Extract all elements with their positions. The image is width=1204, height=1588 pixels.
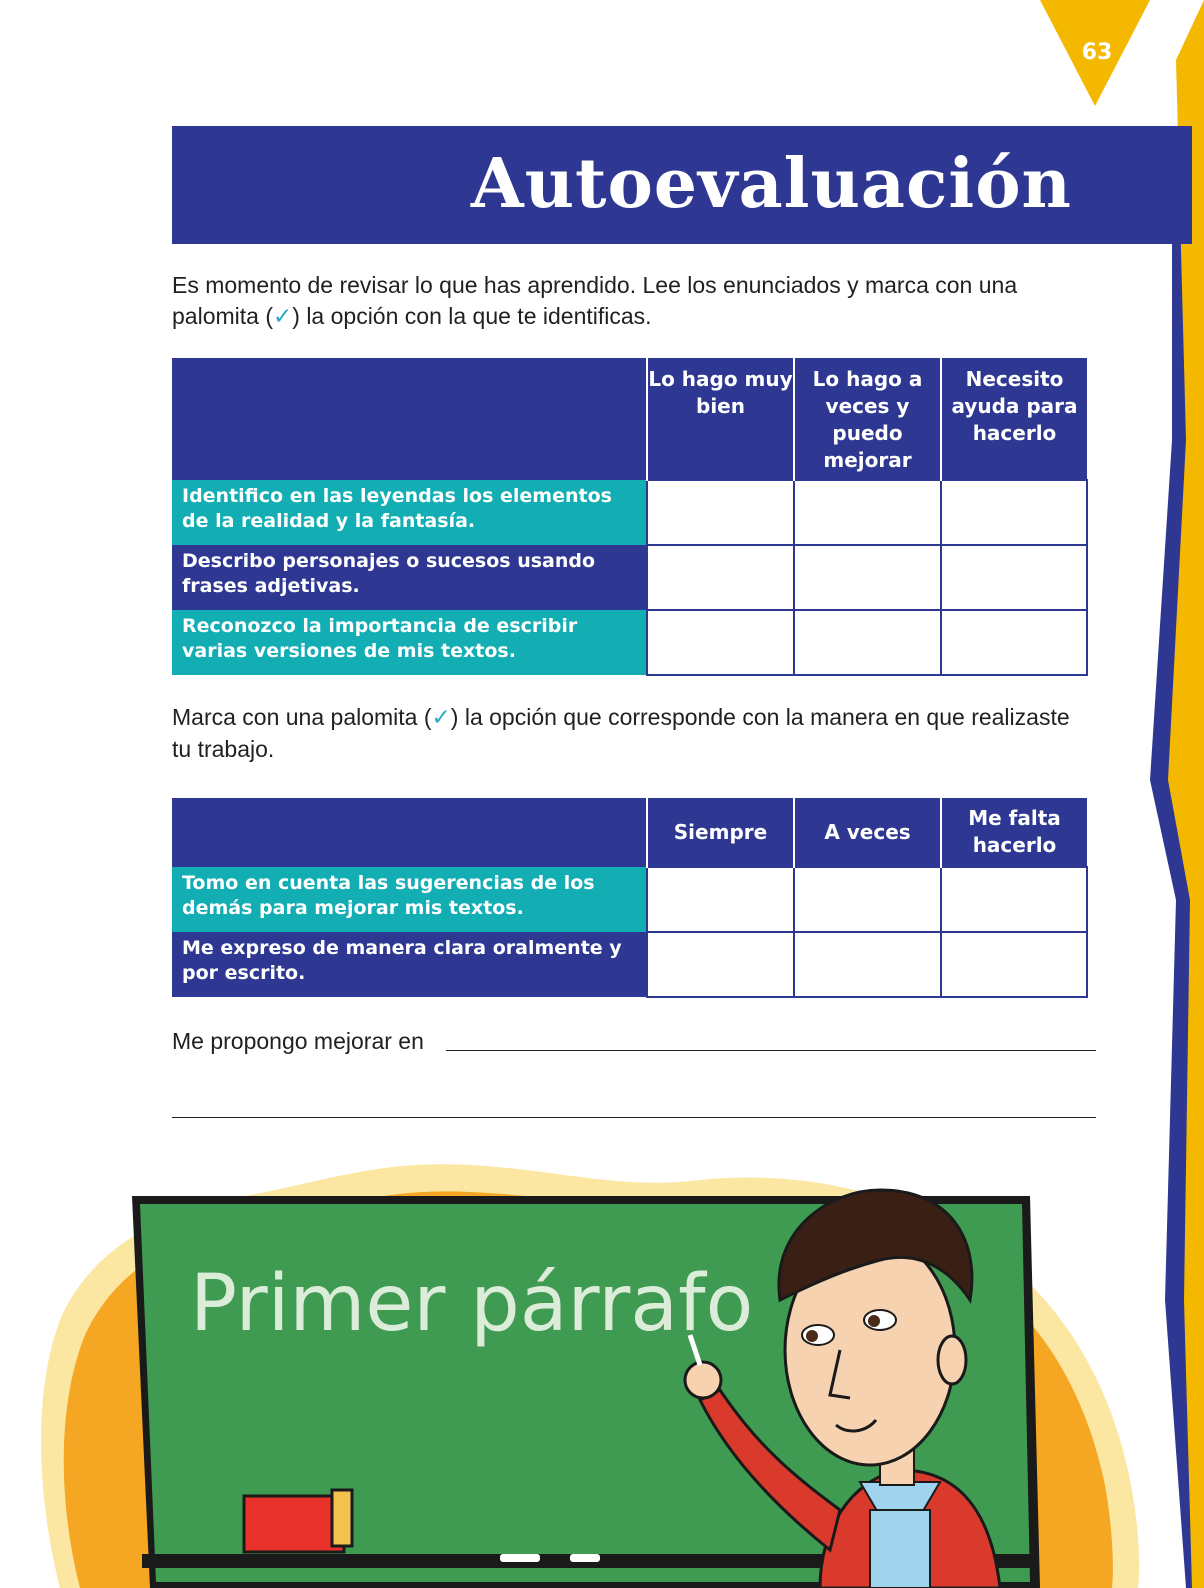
self-assessment-table xyxy=(172,358,1088,676)
page-title: Autoevaluación xyxy=(470,144,1072,224)
column-header: A veces xyxy=(794,798,941,867)
chalkboard-text: Primer párrafo xyxy=(190,1259,754,1349)
improve-prompt: Me propongo mejorar en xyxy=(172,1028,424,1054)
checkbox-cell[interactable] xyxy=(794,545,941,610)
column-header: Necesito ayuda para hacerlo xyxy=(941,358,1087,480)
checkbox-cell[interactable] xyxy=(794,610,941,675)
statement: Me expreso de manera clara oralmente y por escrito. xyxy=(172,932,647,997)
checkbox-cell[interactable] xyxy=(941,867,1087,932)
table-row xyxy=(172,545,1087,610)
table-corner xyxy=(172,798,647,867)
table-row xyxy=(172,610,1087,675)
intro-text-after: ) la opción con la que te identificas. xyxy=(292,303,652,329)
statement: Reconozco la importancia de escribir varias versiones de mis textos. xyxy=(172,610,647,675)
instruction-text-before: Marca con una palomita ( xyxy=(172,704,432,730)
page-number: 63 xyxy=(1081,40,1113,65)
checkbox-cell[interactable] xyxy=(647,545,794,610)
answer-line[interactable] xyxy=(172,1117,1096,1118)
column-header: Lo hago muy bien xyxy=(647,358,794,480)
intro-paragraph xyxy=(172,270,1072,333)
title-banner xyxy=(172,126,1192,244)
table-corner xyxy=(172,358,647,480)
checkbox-cell[interactable] xyxy=(647,867,794,932)
checkbox-cell[interactable] xyxy=(941,545,1087,610)
chalk-piece xyxy=(570,1554,600,1562)
table-row xyxy=(172,480,1087,545)
column-header: Me falta hacerlo xyxy=(941,798,1087,867)
checkmark-icon: ✓ xyxy=(272,304,293,330)
eraser-icon xyxy=(244,1490,352,1552)
checkbox-cell[interactable] xyxy=(794,867,941,932)
table-row xyxy=(172,932,1087,997)
intro-text-before: Es momento de revisar lo que has aprendido. Lee los enunciados y marca con una palomita ( xyxy=(172,272,1018,329)
instruction-text-after: ) la opción que corresponde con la manera en que realizaste tu trabajo. xyxy=(172,704,1070,762)
checkmark-icon: ✓ xyxy=(431,705,451,731)
instruction-paragraph xyxy=(172,702,1072,765)
table-row xyxy=(172,867,1087,932)
chalkboard-illustration xyxy=(0,1150,1204,1588)
checkbox-cell[interactable] xyxy=(941,480,1087,545)
checkbox-cell[interactable] xyxy=(794,480,941,545)
statement: Tomo en cuenta las sugerencias de los demás para mejorar mis textos. xyxy=(172,867,647,932)
checkbox-cell[interactable] xyxy=(647,932,794,997)
column-header: Siempre xyxy=(647,798,794,867)
checkbox-cell[interactable] xyxy=(647,610,794,675)
statement: Describo personajes o sucesos usando frases adjetivas. xyxy=(172,545,647,610)
chalk-piece xyxy=(500,1554,540,1562)
checkbox-cell[interactable] xyxy=(941,932,1087,997)
checkbox-cell[interactable] xyxy=(647,480,794,545)
checkbox-cell[interactable] xyxy=(941,610,1087,675)
checkbox-cell[interactable] xyxy=(794,932,941,997)
column-header: Lo hago a veces y puedo mejorar xyxy=(794,358,941,480)
answer-line[interactable] xyxy=(446,1050,1096,1051)
statement: Identifico en las leyendas los elementos de la realidad y la fantasía. xyxy=(172,480,647,545)
work-assessment-table xyxy=(172,798,1088,998)
